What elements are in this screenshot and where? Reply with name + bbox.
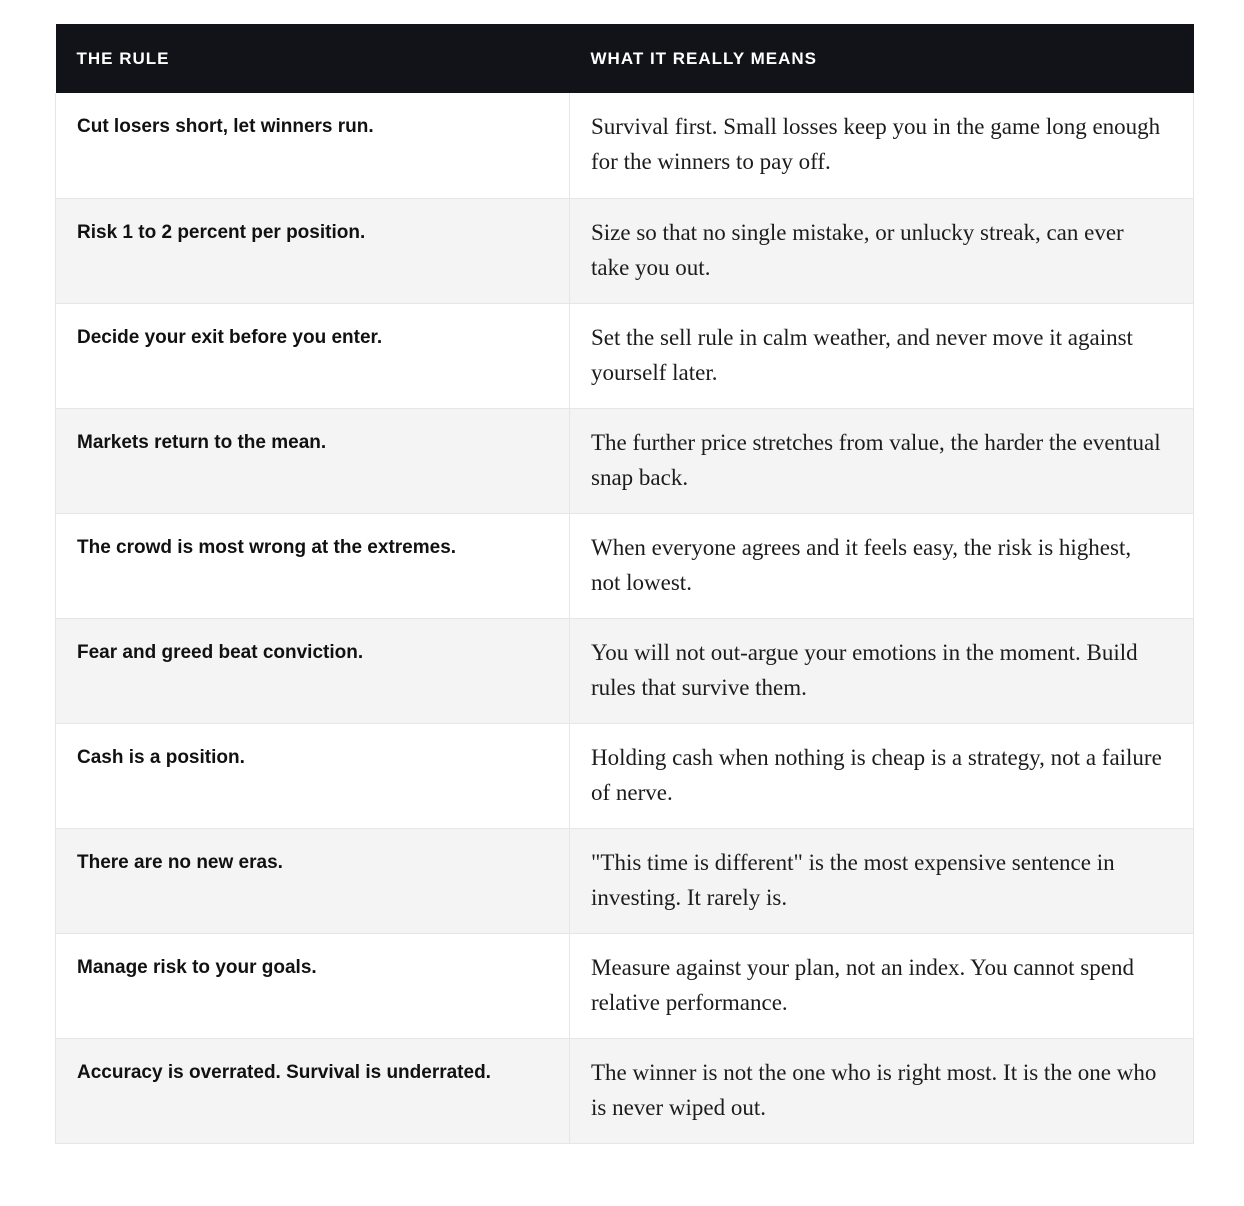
meaning-cell: You will not out-argue your emotions in the moment. Build rules that survive them. (570, 618, 1194, 723)
rule-cell: Markets return to the mean. (56, 408, 570, 513)
table-row (56, 723, 1194, 828)
meaning-cell: The further price stretches from value, the harder the eventual snap back. (570, 408, 1194, 513)
rule-cell: Cash is a position. (56, 723, 570, 828)
header-meaning: WHAT IT REALLY MEANS (570, 24, 1194, 93)
table-row (56, 618, 1194, 723)
meaning-cell: Measure against your plan, not an index. You cannot spend relative performance. (570, 933, 1194, 1038)
meaning-cell: "This time is different" is the most expensive sentence in investing. It rarely is. (570, 828, 1194, 933)
rule-cell: Cut losers short, let winners run. (56, 93, 570, 198)
rule-cell: Risk 1 to 2 percent per position. (56, 198, 570, 303)
meaning-cell: Survival first. Small losses keep you in the game long enough for the winners to pay off. (570, 93, 1194, 198)
table-row (56, 513, 1194, 618)
table-row (56, 303, 1194, 408)
rule-cell: Accuracy is overrated. Survival is underrated. (56, 1038, 570, 1143)
table-body (56, 93, 1194, 1143)
table-row (56, 1038, 1194, 1143)
table-row (56, 828, 1194, 933)
rule-cell: Manage risk to your goals. (56, 933, 570, 1038)
table-header (56, 24, 1194, 93)
header-rule: THE RULE (56, 24, 570, 93)
table-row (56, 93, 1194, 198)
rule-cell: Fear and greed beat conviction. (56, 618, 570, 723)
table-row (56, 933, 1194, 1038)
rule-cell: The crowd is most wrong at the extremes. (56, 513, 570, 618)
rules-table (55, 24, 1194, 1144)
meaning-cell: Set the sell rule in calm weather, and never move it against yourself later. (570, 303, 1194, 408)
meaning-cell: Size so that no single mistake, or unlucky streak, can ever take you out. (570, 198, 1194, 303)
rule-cell: Decide your exit before you enter. (56, 303, 570, 408)
meaning-cell: The winner is not the one who is right most. It is the one who is never wiped out. (570, 1038, 1194, 1143)
header-row (56, 24, 1194, 93)
table-row (56, 408, 1194, 513)
meaning-cell: When everyone agrees and it feels easy, the risk is highest, not lowest. (570, 513, 1194, 618)
meaning-cell: Holding cash when nothing is cheap is a strategy, not a failure of nerve. (570, 723, 1194, 828)
table-row (56, 198, 1194, 303)
rule-cell: There are no new eras. (56, 828, 570, 933)
